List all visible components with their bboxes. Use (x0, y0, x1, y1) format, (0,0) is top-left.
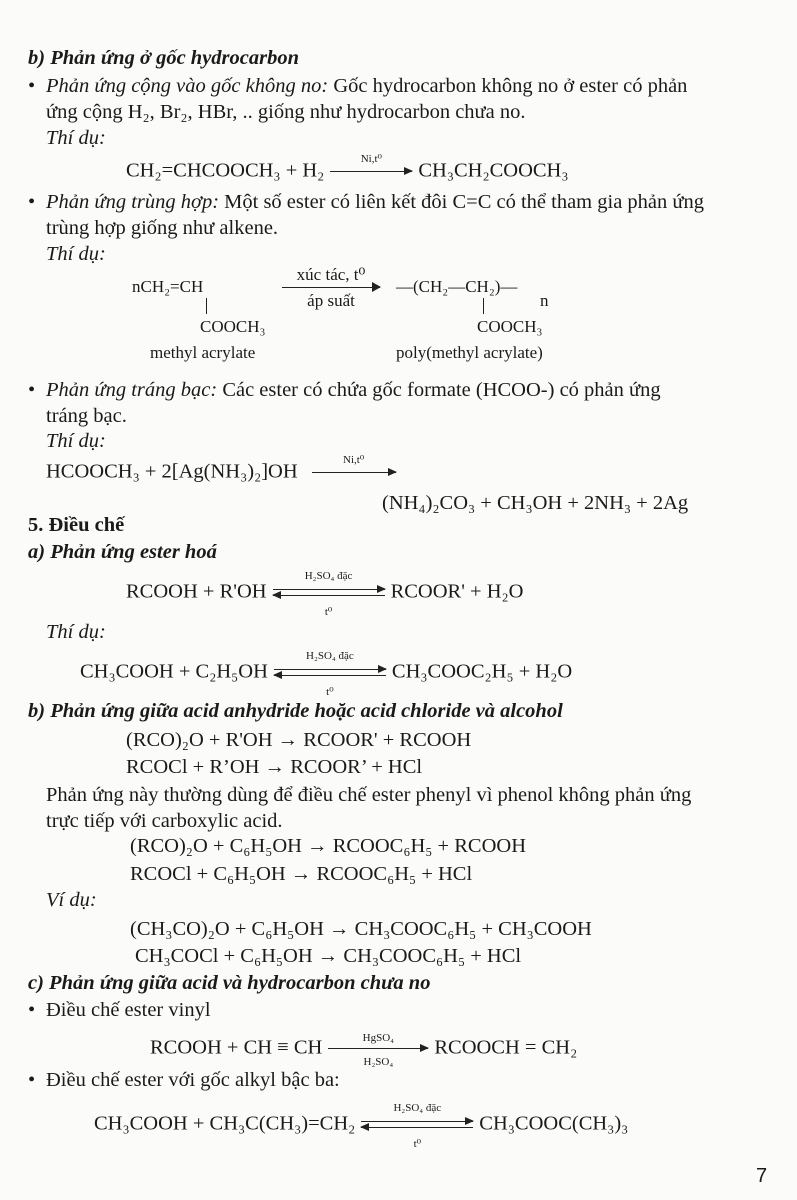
equation: (RCO)₂O + C₆H₅OH → RCOOC₆H₅ + RCOOH (130, 835, 526, 857)
equation: CH₃COCl + C₆H₅OH → CH₃COOC₆H₅ + HCl (135, 945, 522, 967)
products: CH₃COOC(CH₃)₃ (479, 1112, 629, 1135)
equation (94, 1102, 629, 1150)
products: RCOOR' + H₂O (390, 580, 524, 603)
equation (46, 456, 402, 490)
condition: H₂SO₄ đặc (306, 650, 354, 662)
list-item: Điều chế ester vinyl (46, 999, 211, 1021)
equation (126, 570, 524, 618)
paragraph (46, 75, 687, 97)
equation: (RCO)₂O + R'OH → RCOOR' + RCOOH (126, 729, 472, 751)
list-item: Điều chế ester với gốc alkyl bậc ba: (46, 1069, 340, 1091)
equation: RCOCl + R’OH → RCOOR’ + HCl (126, 756, 423, 778)
products: RCOOCH = CH₂ (434, 1036, 578, 1059)
equation (126, 155, 569, 189)
condition: H₂SO₄ đặc (304, 570, 353, 582)
subsection-heading: a) Phản ứng ester hoá (28, 541, 217, 563)
products: CH₃CH₂COOCH₃ (418, 159, 569, 182)
condition: xúc tác, t⁰ (296, 265, 366, 284)
term: Phản ứng tráng bạc: (46, 379, 218, 401)
substituent: COOCH₃ (200, 317, 266, 336)
text: Gốc hydrocarbon không no ở ester có phản (328, 75, 688, 97)
bullet-icon: • (28, 379, 36, 401)
equation: (CH₃CO)₂O + C₆H₅OH → CH₃COOC₆H₅ + CH₃COOH (130, 918, 592, 940)
equation: RCOCl + C₆H₅OH → RCOOC₆H₅ + HCl (130, 863, 473, 885)
text: Các ester có chứa gốc formate (HCOO-) có phản ứng (217, 379, 661, 401)
monomer: nCH₂=CH (132, 277, 204, 296)
condition: Ni,t⁰ (360, 153, 382, 165)
example-label: Thí dụ: (46, 621, 106, 643)
condition: H₂SO₄ đặc (393, 1102, 442, 1114)
term: Phản ứng cộng vào gốc không no: (46, 75, 329, 97)
subsection-heading: b) Phản ứng giữa acid anhydride hoặc acid chloride và alcohol (28, 700, 563, 722)
substituent: COOCH₃ (477, 317, 543, 336)
equation (150, 1032, 577, 1066)
reactants: CH₃COOH + CH₃C(CH₃)=CH₂ (94, 1112, 356, 1135)
reaction-arrow (328, 1032, 428, 1066)
polymer: —(CH₂—CH₂)— (396, 277, 518, 296)
example-label: Ví dụ: (46, 889, 97, 911)
products: CH₃COOC₂H₅ + H₂O (391, 660, 573, 683)
condition: Ni,t⁰ (343, 454, 365, 466)
condition: H₂SO₄ (363, 1056, 394, 1068)
paragraph (46, 191, 704, 213)
bullet-icon: • (28, 191, 36, 213)
equilibrium-arrow (361, 1102, 473, 1150)
subsection-heading: c) Phản ứng giữa acid và hydrocarbon chưa no (28, 972, 431, 994)
bullet-icon: • (28, 75, 36, 97)
reactants: CH₂=CHCOOCH₃ + H₂ (126, 159, 325, 182)
example-label: Thí dụ: (46, 127, 106, 149)
example-label: Thí dụ: (46, 430, 106, 452)
equilibrium-arrow (274, 650, 386, 698)
page-number: 7 (756, 1165, 768, 1187)
bullet-icon: • (28, 999, 36, 1021)
reaction-arrow (312, 456, 396, 490)
products: (NH₄)₂CO₃ + CH₃OH + 2NH₃ + 2Ag (382, 492, 689, 514)
condition: t⁰ (413, 1138, 422, 1150)
compound-name: methyl acrylate (150, 343, 256, 362)
condition: t⁰ (324, 606, 333, 618)
text: Phản ứng này thường dùng để điều chế ester phenyl vì phenol không phản ứng (46, 784, 692, 806)
section-heading: b) Phản ứng ở gốc hydrocarbon (28, 47, 300, 69)
condition: t⁰ (326, 686, 334, 698)
subscript-n: n (540, 291, 549, 310)
compound-name: poly(methyl acrylate) (396, 343, 543, 362)
text: ứng cộng H₂, Br₂, HBr, .. giống như hydrocarbon chưa no. (46, 101, 526, 123)
reaction-arrow (330, 155, 412, 189)
text: tráng bạc. (46, 405, 127, 427)
reactants: RCOOH + CH ≡ CH (150, 1036, 323, 1059)
paragraph (46, 379, 661, 401)
text: trực tiếp với carboxylic acid. (46, 810, 283, 832)
reactants: RCOOH + R'OH (126, 580, 267, 603)
example-label: Thí dụ: (46, 243, 106, 265)
reactants: HCOOCH₃ + 2[Ag(NH₃)₂]OH (46, 460, 298, 483)
text: Một số ester có liên kết đôi C=C có thể tham gia phản ứng (219, 191, 705, 213)
bullet-icon: • (28, 1069, 36, 1091)
text: trùng hợp giống như alkene. (46, 217, 279, 239)
equilibrium-arrow (273, 570, 385, 618)
equation (80, 650, 573, 698)
condition: HgSO₄ (362, 1032, 395, 1044)
condition: áp suất (307, 291, 355, 310)
reactants: CH₃COOH + C₂H₅OH (80, 660, 268, 683)
section-heading: 5. Điều chế (28, 514, 125, 536)
term: Phản ứng trùng hợp: (46, 191, 220, 213)
